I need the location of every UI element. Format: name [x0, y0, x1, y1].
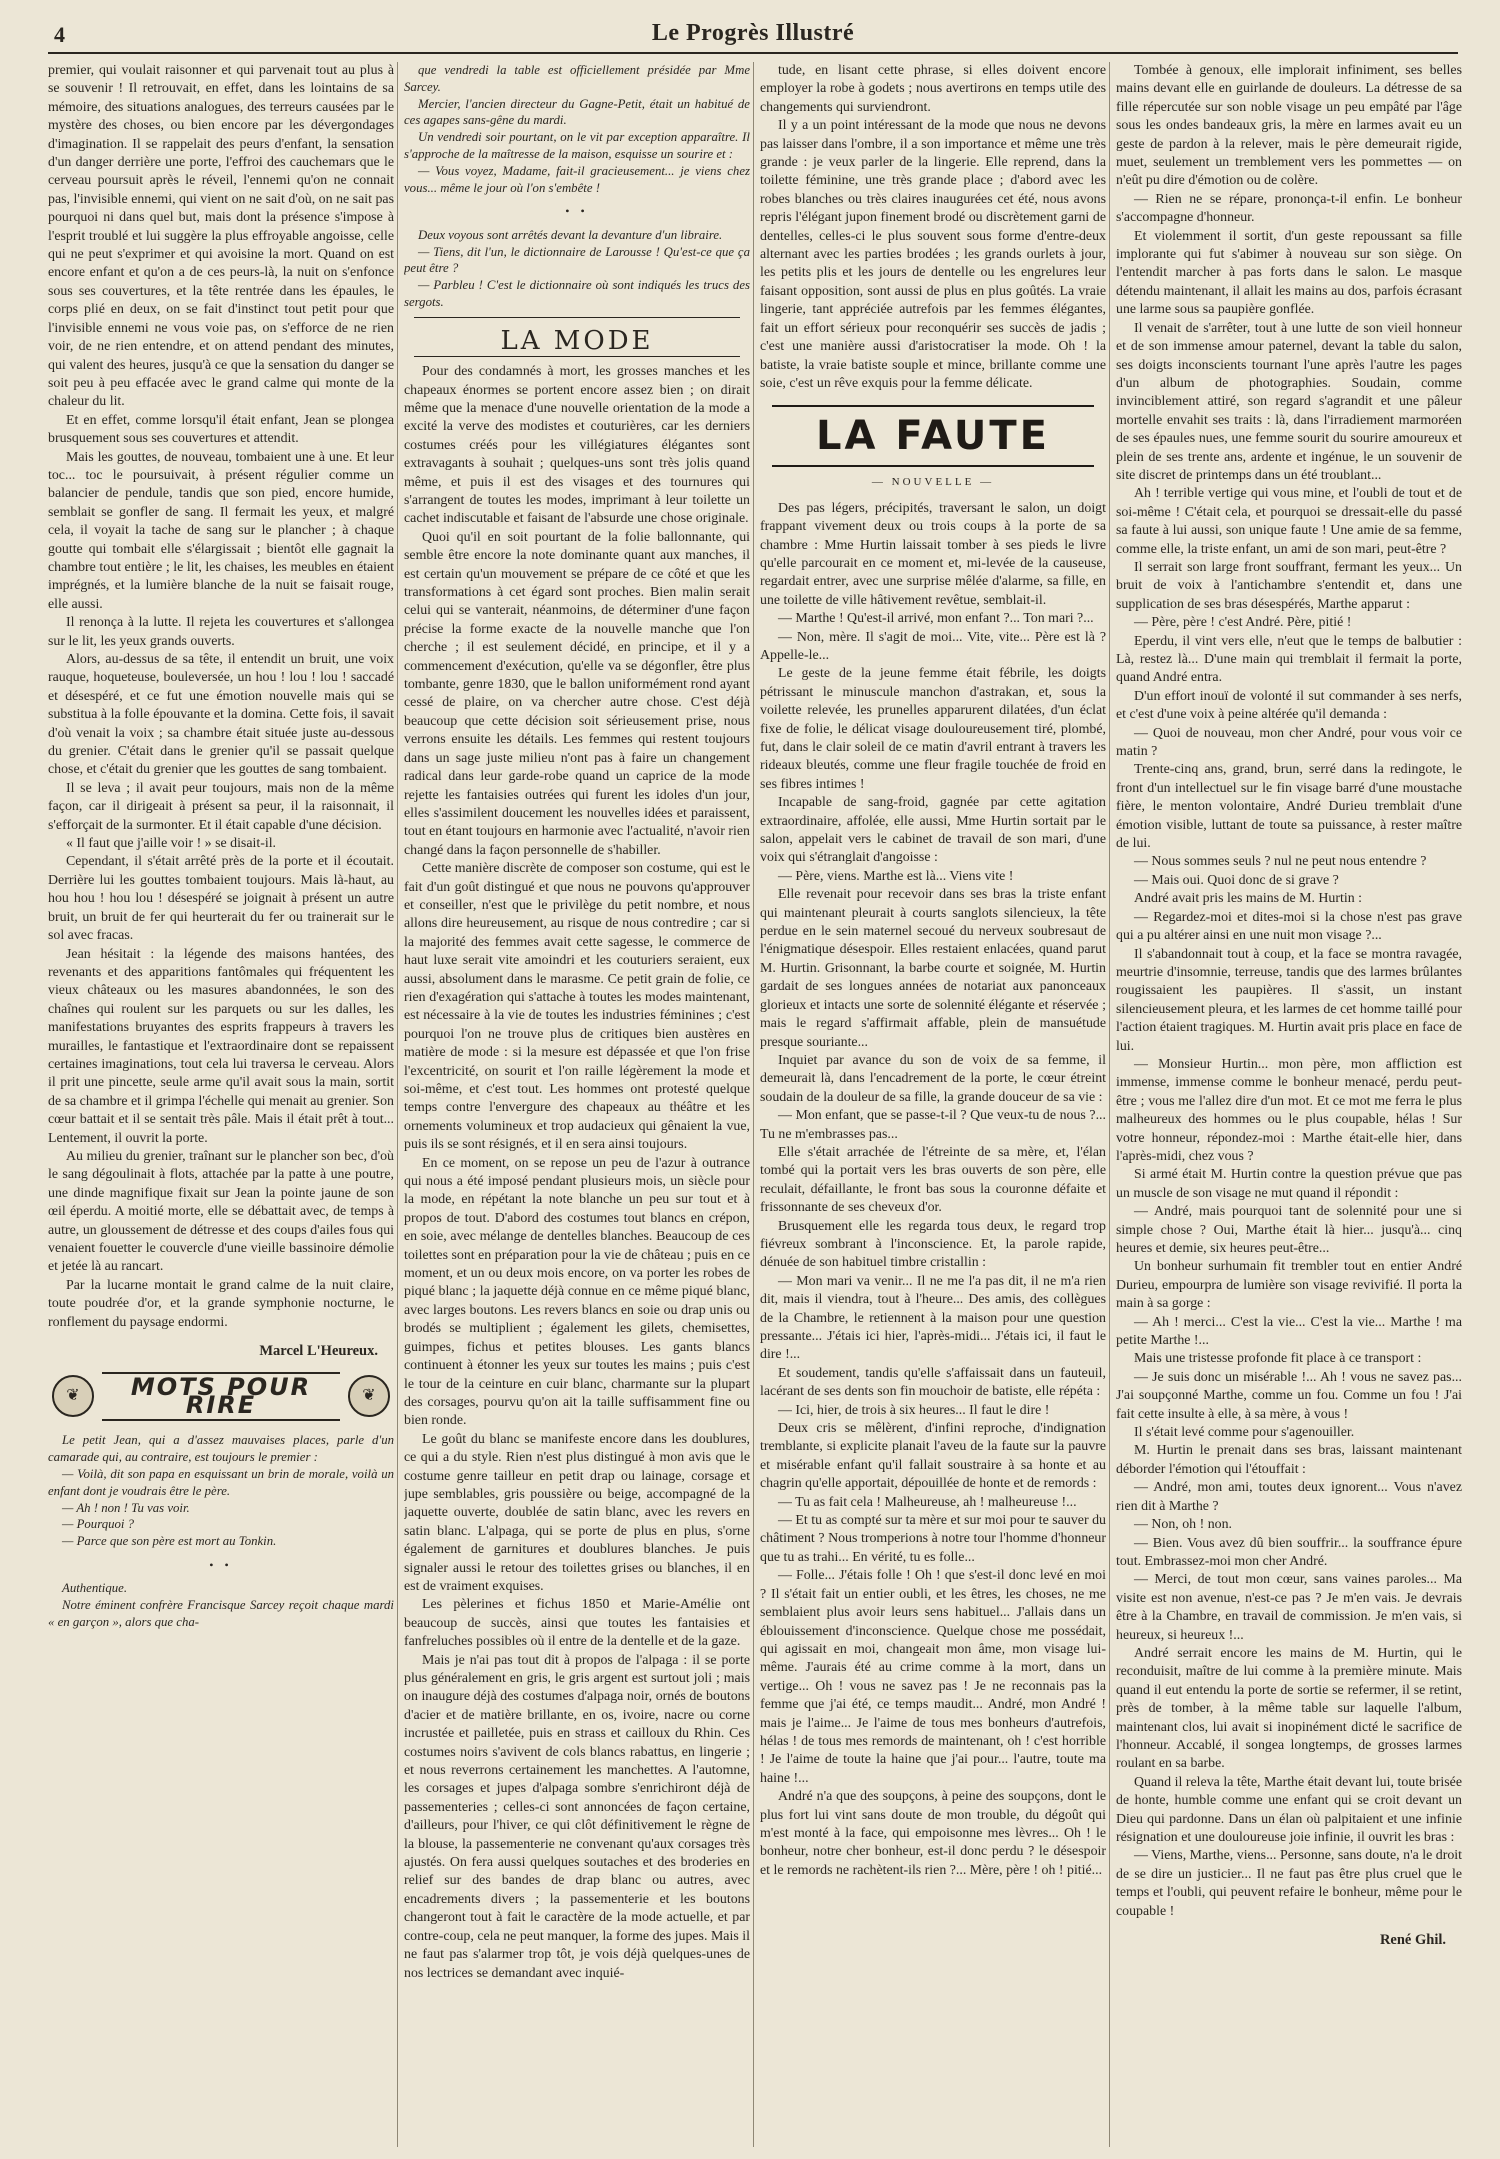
paragraph: M. Hurtin le prenait dans ses bras, laissant maintenant déborder l'émotion qui l'étouffait :: [1116, 1443, 1462, 1477]
column-1: [48, 62, 394, 2152]
paragraph: Elle s'était arrachée de l'étreinte de sa mère, et, l'élan tombé qui la portait vers les bras ouverts de son père, elle reculait, défaillante, le front bas sous la couronne défaite et frissonnante de ses cheveux d'or.: [760, 1144, 1106, 1216]
paragraph: Les pèlerines et fichus 1850 et Marie-Amélie ont beaucoup de succès, ainsi que toutes les fantaisies et fanfreluches possibles où il entre de la dentelle et de la gaze.: [404, 1597, 750, 1650]
column-2: [404, 62, 750, 2152]
paragraph: — Pourquoi ?: [62, 1517, 135, 1532]
paragraph: — Parbleu ! C'est le dictionnaire où sont indiqués les trucs des sergots.: [404, 278, 750, 309]
paragraph: Il s'était levé comme pour s'agenouiller.: [1134, 1425, 1355, 1441]
column-3: [760, 62, 1106, 2152]
section-title: MOTS POUR RIRE: [102, 1372, 340, 1421]
paragraph: — Folle... J'étais folle ! Oh ! que s'est-il donc levé en moi ? Il s'était fait un entier oubli, et les êtres, les choses, ne me semblaient plus avoir leurs sens habituel... J'allais dans un éblouissement d'inconscience. Quelque chose me possédait, qui agissait en moi, changeait mon âme, mon visage lui-même. J'aurais été au crime comme à la mort, dans un vertige... Oh ! vous ne savez pas ! Je ne reconnais pas la femme que j'ai été, ce temps maudit... André, mon André ! mais je l'aime... Je l'aime de tous mes bonheurs d'autrefois, hélas ! de tous mes remords de maintenant, oh ! c'est horrible ! Je l'aime de toute la haine que j'ai pour... l'autre, toute ma haine !...: [760, 1568, 1106, 1786]
paragraph: — Non, oh ! non.: [1134, 1517, 1233, 1533]
paragraph: Il s'abandonnait tout à coup, et la face se montra ravagée, meurtrie d'insomnie, terreuse, tandis que des larmes brûlantes rougissaient les paupières. Il s'assit, un instant silencieusement pleura, et les larmes de cet homme taillé pour l'action étaient tragiques. M. Hurtin avait pris place en face de lui.: [1116, 946, 1462, 1054]
story-subtitle: — NOUVELLE —: [871, 476, 995, 489]
paragraph: Le goût du blanc se manifeste encore dans les doublures, ce qui a du style. Rien n'est plus distingué à mon avis que le costume genre tailleur en petit drap ou lainage, corsage et jupe semblables, gris poussière ou beige, accompagné de la jaquette ouverte, doublée de satin blanc, avec les revers en satin blanc. L'alpaga, qui se porte de plus en plus, s'orne également de garnitures et doublures blanches. Je puis signaler aussi le retour des toilettes grises ou blanches, il en est de vraiment exquises.: [404, 1431, 750, 1594]
paragraph: Elle revenait pour recevoir dans ses bras la triste enfant qui maintenant pleurait à courts sanglots silencieux, la tête perdue en le sein maternel secoué du nerveux soubresaut de l'énigmatique désespoir. Elles restaient enlacées, quand parut M. Hurtin. Grisonnant, la barbe courte et soignée, M. Hurtin gardait de ses longues années de notariat aux panonceaux glorieux et intacts une sorte de solennité élégante et réservée ; mais le regard s'affirmait affable, plein de mansuétude presque souriante...: [760, 887, 1106, 1050]
paragraph: Ah ! terrible vertige qui vous mine, et l'oubli de tout et de soi-même ! C'était cela, et pourquoi se dressait-elle du passé sa faute à lui aussi, son unique faute ! Une amie de sa femme, comme elle, la triste enfant, un ami de son mari, peut-être ?: [1116, 486, 1462, 557]
paragraph: — Parce que son père est mort au Tonkin.: [62, 1534, 277, 1549]
paragraph: Par la lucarne montait le grand calme de la nuit claire, toute poudrée d'or, et la grande symphonie nocturne, le ronflement du paysage endormi.: [48, 1277, 394, 1330]
paragraph: Alors, au-dessus de sa tête, il entendit un bruit, une voix rauque, hoqueteuse, bouleversée, un hou ! lou ! lou ! saccadé et désespéré, et ce fut une émotion nouvelle mais qui se substitua à la folle épouvante et la domina. Cette fois, il savait d'où venait la voix ; sa chambre était située juste au-dessous du grenier. C'était dans le grenier qu'il se passait quelque chose, et c'était du grenier que les gouttes de sang tombaient.: [48, 652, 394, 778]
paragraph: — Nous sommes seuls ? nul ne peut nous entendre ?: [1134, 854, 1427, 870]
column-rule: [397, 62, 398, 2147]
paragraph: Mercier, l'ancien directeur du Gagne-Petit, était un habitué de ces agapes sans-gêne du mardi.: [404, 96, 750, 128]
page-header: [48, 18, 1458, 54]
paragraph: Pour des condamnés à mort, les grosses manches et les chapeaux énormes se portent encore assez bien ; on dirait même que la menace d'une nouvelle orientation de la mode a excité la verve des modistes et couturières, car les derniers costumes créés pour les villégiatures élégantes sont extravagants à souhait ; quelques-uns sont très jolis quand même, et puis il est des visages et des tournures qui s'arrangent de toutes les modes, imprimant à leur toilette un cachet indiscutable et faisant de l'absurde une chose originale.: [404, 364, 750, 527]
paragraph: Incapable de sang-froid, gagnée par cette agitation extraordinaire, affolée, elle aussi, Mme Hurtin sortait par le salon, appelait vers le cabinet de travail de son mari, d'une voix qui s'étranglait d'angoisse :: [760, 795, 1106, 866]
paragraph: Deux cris se mêlèrent, d'infini reproche, d'indignation tremblante, si explicite planait l'aveu de la faute sur la pauvre et misérable enfant qu'il fallait soustraire à sa honte et au chagrin qu'elle apportait, dépouillée de honte et de remords :: [760, 1421, 1106, 1492]
fashion-article: [404, 363, 750, 1983]
paragraph: — Regardez-moi et dites-moi si la chose n'est pas grave qui a pu altérer ainsi en une nuit mon visage ?...: [1116, 909, 1462, 944]
paragraph: — Père, père ! c'est André. Père, pitié !: [1134, 615, 1352, 631]
paragraph: — Monsieur Hurtin... mon père, mon affliction est immense, immense comme le bonheur menacé, perdu peut-être ; vous me l'allez dire d'un mot. Et ce mot me ferra le plus malheureux des hommes ou le plus coupable, hélas ! Sur votre honneur, répondez-moi : Marthe était-elle hier, dans l'après-midi, chez vous ?: [1116, 1056, 1462, 1164]
mots-pour-rire-banner: [52, 1370, 390, 1422]
paragraph: — Je suis donc un misérable !... Ah ! vous ne savez pas... J'ai soupçonné Marthe, comme un fou. Comme un fou ! J'ai fait cette insulte à elle, à sa mère, à vous !: [1116, 1369, 1462, 1422]
paragraph: André serrait encore les mains de M. Hurtin, qui le reconduisit, maître de lui comme à la première minute. Mais quand il eut entendu la porte de sortie se refermer, il se retint, près de tomber, à la même table sur laquelle l'album, maintenant clos, lui avait si inopinément dicté le sacrifice de l'honneur. Accablé, il songea longtemps, de grosses larmes roulant en sa barbe.: [1116, 1645, 1462, 1772]
paragraph: Deux voyous sont arrêtés devant la devanture d'un libraire.: [418, 227, 723, 242]
paragraph: Cette manière discrète de composer son costume, qui est le fait d'un goût distingué et que nous ne pouvons qu'approuver et conseiller, n'est que le privilège du petit nombre, et nous allons dire heureusement, au risque de nous contredire ; car si la majorité des femmes avait cette sagesse, le commerce de haut luxe serait vite amoindri et les couturiers seraient, eux aussi, absolument dans le marasme. Ce petit grain de folie, ce rien d'exagération qui s'attache à toutes les modes maintenant, est nécessaire à la vie de toutes les industries féminines ; c'est pourquoi l'on ne trouve plus de critiques bien austères en matière de mode : si la mesure est dépassée et que l'on frise l'excentricité, on sourit et l'on raille légèrement la mode et soi-même, et c'est tout. Les hommes ont protesté quelque temps contre l'envergure des chapeaux au théâtre et les ornements volumineux et trop audacieux qui gênaient la vue, puis ils se sont résignés, et il en sera ainsi toujours.: [404, 861, 750, 1153]
paragraph: — Tu as fait cela ! Malheureuse, ah ! malheureuse !...: [778, 1494, 1077, 1510]
paragraph: — Vous voyez, Madame, fait-il gracieusement... je viens chez vous... même le jour où l'on s'embête !: [404, 163, 750, 195]
paragraph: Quoi qu'il en soit pourtant de la folie ballonnante, qui semble être encore la note dominante quant aux manches, il est certain qu'un mouvement se prépare de ce côté et que les transformations à cet égard sont proches. Bien malin serait celui qui se vanterait, néanmoins, de déterminer d'une façon précise la forme exacte de la nouvelle manche que l'on cherche ; il est seulement décidé, en principe, et il y a commencement d'exécution, qu'elle va se dégonfler, être plus tombante, genre 1830, que le ballon uniformément rond ayant cessé de plaire, on va chercher autre chose. C'est déjà beaucoup que cette décision soit sérieusement prise, nous verrons ensuite les détails. Les femmes qui restent toujours dans un sage juste milieu n'ont pas à faire un changement radical dans leur garde-robe quand un caprice de la mode rejette les fantaisies outrées qui furent les idoles d'un jour, elles s'assimilent doucement les nouvelles idées et paraissent, tout en étant toujours en harmonie avec l'actualité, n'avoir rien changé dans la façon personnelle de s'habiller.: [404, 529, 750, 858]
story-title-block: [760, 405, 1106, 491]
paragraph: André n'a que des soupçons, à peine des soupçons, dont le plus fort lui vint sans doute de mon trouble, du dégoût qui m'est monté à la face, qui empoisonne mes lèvres... Oh ! le bonheur, notre cher bonheur, est-il donc perdu ? le désespoir et le remords ne rachètent-ils rien ?... Mère, père ! oh ! pitié...: [760, 1789, 1106, 1878]
paragraph: Il venait de s'arrêter, tout à une lutte de son vieil honneur et de son immense amour paternel, devant la table du salon, ses doigts inconscients tournant l'une après l'autre les pages d'un album de photographies. Soudain, comme invinciblement attiré, son regard s'agrandit et une pâleur mortelle envahit ses traits : là, dans l'irradiement marmoréen de ses épaules nues, une femme sourit du sourire amoureux et plein de ses trente ans, ardente et ingénue, le un souvenir de site discret de printemps dans un été troublant...: [1116, 320, 1462, 483]
ornament-icon: ❦: [348, 1375, 390, 1417]
paragraph: Inquiet par avance du son de voix de sa femme, il demeurait là, dans l'encadrement de la porte, le cœur étreint soudain de la douleur de sa fille, la grande douceur de sa vie :: [760, 1052, 1106, 1105]
paragraph: D'un effort inouï de volonté il sut commander à ses nerfs, et c'est d'une voix à peine altérée qu'il demanda :: [1116, 688, 1462, 723]
paragraph: premier, qui voulait raisonner et qui parvenait tout au plus à se souvenir ! Il retrouvait, en effet, dans les lointains de sa mémoire, des situations analogues, des terreurs causées par le mystère des choses, ou bien encore par les dévergondages d'imagination. Il se rappelait des peurs d'enfant, la sensation d'un danger derrière une porte, l'effroi des cauchemars que le cerveau poursuit après le réveil, l'ennemi qu'on ne connait pas, l'invisible ennemi, qui vient on ne sait d'où, on ne sait pas pourquoi ni dans quel but, mais dont la présence s'impose à l'esprit troublé et lui suggère la plus effroyable angoisse, celle qui ne peut s'exprimer et qui avoisine la mort. Quand on est encore enfant et qu'on a de ces peurs-là, la nuit on s'enfonce sous ses couvertures, et la tête rentrée dans les épaules, le corps plié en deux, on se fait d'instinct tout petit pour que l'invisible ennemi ne vous voie pas, on s'efforce de ne rien voir, de ne rien entendre, et on attend pendant des minutes, qui valent des heures, jusqu'à ce que la sensation du danger se soit peu à peu effacée avec le grand calme qui monte de la chaleur du lit.: [48, 63, 394, 410]
paragraph: Eperdu, il vint vers elle, n'eut que le temps de balbutier : Là, restez là... D'une main qui tremblait il fermait la porte, quand André entra.: [1116, 633, 1462, 686]
page-number: 4: [54, 22, 65, 47]
story-body: [760, 500, 1106, 1880]
paragraph: — Bien. Vous avez dû bien souffrir... la souffrance épure tout. Embrassez-moi mon cher André.: [1116, 1535, 1462, 1569]
jokes-block: [404, 62, 750, 196]
separator: • •: [209, 1558, 233, 1573]
paragraph: Jean hésitait : la légende des maisons hantées, des revenants et des apparitions fantômales qui fréquentent les vieux châteaux ou les masures abandonnées, le son des chaînes qui roulent sur les parquets ou sur les dalles, les manifestations bruyantes des esprits frappeurs à travers les murailles, le fantastique et l'extraordinaire dont se repaissent certaines imaginations, tout cela lui traversa le cerveau. Alors il prit une pincette, seule arme qu'il avait sous la main, sortit de sa chambre et il grimpa l'échelle qui menait au grenier. Son cœur battait et il se sentait très pâle. Mais il était prêt à tout... Lentement, il ouvrit la porte.: [48, 946, 394, 1146]
ornament-icon: ❦: [52, 1375, 94, 1417]
paragraph: Mais une tristesse profonde fit place à ce transport :: [1134, 1351, 1422, 1367]
separator: • •: [565, 204, 589, 219]
paragraph: tude, en lisant cette phrase, si elles doivent encore employer la robe à godets ; nous avertirons en temps utile des changements qui surviendront.: [760, 63, 1106, 115]
section-title-la-mode: LA MODE: [500, 325, 654, 356]
paragraph: — André, mais pourquoi tant de solennité pour une si simple chose ? Oui, Marthe était là hier... jusqu'à... cinq heures et demie, six heures peut-être...: [1116, 1204, 1462, 1256]
paragraph: — Quoi de nouveau, mon cher André, pour vous voir ce matin ?: [1116, 725, 1462, 760]
paragraph: Le geste de la jeune femme était fébrile, les doigts pétrissant le minuscule manchon d'astrakan, et, sous la voilette relevée, les prunelles apparurent dilatées, d'un éclat fixe de folie, le délicat visage douloureusement tiré, plombé, fut, dans le clair soleil de ce matin d'avril entrant à travers les rideaux bleutés, comme une fleur fragile touchée de froid en ses fibres intimes !: [760, 666, 1106, 792]
column-rule: [753, 62, 754, 2147]
paragraph: Mais les gouttes, de nouveau, tombaient une à une. Et leur toc... toc le poursuivait, à présent régulier comme un balancier de pendule, tandis que son pied, encore humide, semblait se gonfler de sang. Il fermait les yeux, et malgré cela, il voyait la tache de sang sur le plancher ; à chaque goutte qui tombait elle s'élargissait ; bientôt elle gagnait la chambre tout entière ; le lit, les chaises, les meubles en étaient imprégnés, et la lumière blanche de la nuit se faisait rouge, elle aussi.: [48, 449, 394, 612]
paragraph: Un vendredi soir pourtant, on le vit par exception apparaître. Il s'approche de la maîtresse de la maison, esquisse un sourire et :: [404, 130, 750, 161]
paragraph: — Voilà, dit son papa en esquissant un brin de morale, voilà un enfant dont je voudrais être le père.: [48, 1467, 394, 1498]
paragraph: — Tiens, dit l'un, le dictionnaire de Larousse ! Qu'est-ce que ça peut être ?: [404, 244, 750, 276]
paragraph: — Non, mère. Il s'agit de moi... Vite, vite... Père est là ? Appelle-le...: [760, 629, 1106, 663]
paragraph: Et violemment il sortit, d'un geste repoussant sa fille implorante qui fut s'abimer à nouveau sur son siège. On l'entendit marcher à pas forts dans le salon. Le masque détendu maintenant, il allait les mains au dos, parfois écrasant une larme sous sa paupière gonflée.: [1116, 228, 1462, 318]
jokes-block: [48, 1432, 394, 1550]
paragraph: En ce moment, on se repose un peu de l'azur à outrance qui nous a été imposé pendant plusieurs mois, un siècle pour la mode, en répétant la note blanche un peu sur tout et à propos de tout. D'abord des costumes tout blancs en crépon, en soie, avec mélange de dentelles blanches. Beaucoup de ces toilettes sont en préparation pour la vie de château ; puis en ce moment, et un ou deux mois encore, on va porter les robes de piqué blanc ; la jaquette déjà connue en ce même piqué blanc, avec larges boutons. Les revers blancs en soie ou drap unis ou brodés se multiplient ; également les gilets, chemisettes, guimpes, fichus et petites blouses. Les gants blancs continuent à étonner les yeux sur toutes les mains ; puis c'est le tour de la ceinture en cuir blanc, charmante sur la plupart des corsages, pourvu qu'on ait la taille suffisamment fine ou bien ronde.: [404, 1155, 750, 1429]
column-rule: [1109, 62, 1110, 2147]
paragraph: — Mon enfant, que se passe-t-il ? Que veux-tu de nous ?... Tu ne m'embrasses pas...: [760, 1108, 1106, 1142]
paragraph: André avait pris les mains de M. Hurtin :: [1134, 891, 1362, 907]
paragraph: — Mon mari va venir... Il ne me l'a pas dit, il ne m'a rien dit, mais il viendra, tout à l'heure... Des amis, des collègues de la Chambre, le retiennent à la maison pour une question pressante... J'étais ici hier, l'après-midi... J'étais ici, il faut le dire !...: [760, 1273, 1106, 1363]
story-title: LA FAUTE: [772, 405, 1094, 467]
paragraph: Et soudement, tandis qu'elle s'affaissait dans un fauteuil, lacérant de ses dents son fin mouchoir de batiste, elle répéta :: [760, 1365, 1106, 1400]
column-4: [1116, 62, 1462, 2152]
paragraph: — Père, viens. Marthe est là... Viens vite !: [778, 868, 1014, 884]
divider: [414, 356, 740, 357]
paragraph: Il y a un point intéressant de la mode que nous ne devons pas laisser dans l'ombre, il a son importance et même une très grande : je veux parler de la lingerie. Elle reprend, dans la toilette féminine, une très grande place ; d'abord avec les robes blanches ou très claires inaugurées cet été, nous avons repris l'élégant jupon finement brodé ou discrètement garni de dentelles, celles-ci le plus souvent sous forme d'entre-deux alternant avec les parties brodées ; les grands ourlets à jour, les petits plis et les jours de dentelle ou les engrelures leur faisant opposition, sont aussi de plus en plus goûtés. La vraie lingerie, tant appréciée autrefois par les femmes élégantes, fait un effort sérieux pour reconquérir ses succès de jadis ; c'est une manière aussi d'aristocratiser la mode. Oh ! la batiste, la vraie batiste souple et mince, brillante comme une soie, c'est un rêve exquis pour la femme délicate.: [760, 118, 1106, 391]
paragraph: Mais je n'ai pas tout dit à propos de l'alpaga : il se porte plus généralement en gris, le gris argent est surtout joli ; mais on inaugure déjà des costumes d'alpaga noir, ornés de boutons d'acier et de matière brillante, en os, ivoire, nacre ou corne incrustée et pailletée, puis en strass et cailloux du Rhin. Ces costumes noirs s'avivent de cols blancs rabattus, en lingerie ; et nous reverrons certainement les manchettes. A l'automne, les corsages et jupes d'alpaga sombre s'enrichiront déjà de passementeries ; celles-ci sont annoncées de façon certaine, d'ailleurs, pour l'hiver, ce qui clôt définitivement le règne de la blouse, la passementerie ne convenant qu'aux corsages très ajustés. On fera aussi quelques soutaches et des broderies en relief sur des bandes de drap blanc ou autres, avec encadrements divers ; la passementerie et les boutons changeront tout à fait le caractère de la mode actuelle, et par contre-coup, cela ne peut manquer, la forme des jupes. Mais il ne faut pas s'alarmer trop tôt, je vois déjà quelques-unes de nos lectrices se demandant avec inquié-: [404, 1652, 750, 1981]
paragraph: Il se leva ; il avait peur toujours, mais non de la même façon, car il dirigeait à présent sa peur, il la raisonnait, il s'efforçait de la surmonter. Et il était capable d'une décision.: [48, 780, 394, 833]
paragraph: — Et tu as compté sur ta mère et sur moi pour te sauver du châtiment ? Nous tromperions à notre tour l'homme d'honneur que tu as trahi... En vérité, tu es folle...: [760, 1513, 1106, 1565]
paragraph: Il serrait son large front souffrant, fermant les yeux... Un bruit de voix à l'antichambre s'entendit et, dans une supplication de ses bras désespérés, Marthe apparut :: [1116, 559, 1462, 612]
author-signature: René Ghil.: [1379, 1932, 1446, 1949]
paragraph: — Rien ne se répare, prononça-t-il enfin. Le bonheur s'accompagne d'honneur.: [1116, 191, 1462, 226]
paragraph: que vendredi la table est officiellement présidée par Mme Sarcey.: [404, 63, 750, 94]
jokes-block: [404, 227, 750, 311]
paragraph: Brusquement elle les regarda tous deux, le regard trop fiévreux sombrant à l'inconscience. Et, la parole rapide, dénuée de son habituel timbre cristallin :: [760, 1218, 1106, 1271]
paragraph: Cependant, il s'était arrêté près de la porte et il écoutait. Derrière lui les gouttes tombaient toujours. Mais là-haut, au hou hou ! hou lou ! désespéré se joignait à présent un autre bruit, un bruit de fer qui heurterait du fer ou trainerait sur le sol avec fracas.: [48, 854, 394, 944]
masthead-title: Le Progrès Illustré: [651, 20, 855, 46]
divider: [414, 317, 740, 318]
paragraph: — Ah ! non ! Tu vas voir.: [62, 1500, 190, 1515]
jokes-block: [48, 1580, 394, 1630]
paragraph: Si armé était M. Hurtin contre la question prévue que pas un muscle de son visage ne mut quand il répondit :: [1116, 1167, 1462, 1201]
paragraph: — Ah ! merci... C'est la vie... C'est la vie... Marthe ! ma petite Marthe !...: [1116, 1314, 1462, 1349]
author-signature: Marcel L'Heureux.: [259, 1343, 378, 1360]
paragraph: Des pas légers, précipités, traversant le salon, un doigt frappant vivement deux ou trois coups à la porte de sa chambre : Mme Hurtin laissait tomber à ses pieds le livre qu'elle parcourait en ce moment et, mi-levée de la causeuse, regardait entrer, avec une surprise mêlée d'alarme, sa fille, en une toilette de ville hâtivement revêtue, semblait-il.: [760, 500, 1106, 608]
paragraph: Trente-cinq ans, grand, brun, serré dans la redingote, le front d'un intellectuel sur le fin visage barré d'une moustache fière, le menton volontaire, André Durieu tremblait d'une émotion visible, luttant de toute sa puissance, à rester maître de lui.: [1116, 762, 1462, 852]
paragraph: — Viens, Marthe, viens... Personne, sans doute, n'a le droit de se dire un justicier... Il ne faut pas être plus cruel que le temps et l'oubli, qui peuvent refaire le bonheur, même pour le coupable !: [1116, 1848, 1462, 1919]
paragraph: Il renonça à la lutte. Il rejeta les couvertures et s'allongea sur le lit, les yeux grands ouverts.: [48, 615, 394, 649]
paragraph: Un bonheur surhumain fit trembler tout en entier André Durieu, empourpra de lumière son visage revivifié. Il porta la main à sa gorge :: [1116, 1259, 1462, 1312]
paragraph: « Il faut que j'aille voir ! » se disait-il.: [66, 836, 277, 852]
paragraph: Tombée à genoux, elle implorait infiniment, ses belles mains devant elle en guirlande de douleurs. La détresse de sa fille répercutée sur son noble visage un peu empâté par l'âge sous les ondes bandeaux gris, la mère en larmes avait eu un geste de pardon à la relever, mais le père demeurait rigide, muet, seulement un tremblement vers les pommettes — on n'eût pu dire d'émotion ou de colère.: [1116, 63, 1462, 189]
story-continuation: [48, 62, 394, 1332]
paragraph: Le petit Jean, qui a d'assez mauvaises places, parle d'un camarade qui, au contraire, est toujours le premier :: [48, 1433, 394, 1465]
fashion-article-end: [760, 62, 1106, 393]
paragraph: Au milieu du grenier, traînant sur le plancher son bec, d'où le sang dégoulinait à flots, attachée par la patte à une poutre, une dinde magnifique fixait sur Jean la pointe jaune de son œil éperdu. A moitié morte, elle se débattait avec, de temps à autre, un gloussement de détresse et des coups d'ailes fous qui venaient fouetter le couvercle d'une vieille bassinoire démolie et jetée là au rancart.: [48, 1148, 394, 1275]
paragraph: Quand il releva la tête, Marthe était devant lui, toute brisée de honte, humble comme une enfant qui se croit devant un Dieu qui pardonne. Dans un élan où palpitaient et une infinie résignation et une douloureuse joie infinie, il ouvrit les bras :: [1116, 1774, 1462, 1845]
story-body-continued: [1116, 62, 1462, 1921]
paragraph: Et en effet, comme lorsqu'il était enfant, Jean se plongea brusquement sous ses couvertures et attendit.: [48, 412, 394, 447]
paragraph: — Marthe ! Qu'est-il arrivé, mon enfant ?... Ton mari ?...: [778, 611, 1094, 627]
paragraph: Notre éminent confrère Francisque Sarcey reçoit chaque mardi « en garçon », alors que cha-: [48, 1598, 394, 1630]
paragraph: — Merci, de tout mon cœur, sans vaines paroles... Ma visite est non avenue, n'est-ce pas ? Je m'en vais. Je devrais être à la Chambre, en travail de commission. Je m'en vais, si heureux, si heureux !...: [1116, 1572, 1462, 1643]
paragraph: — Ici, hier, de trois à six heures... Il faut le dire !: [778, 1402, 1050, 1418]
paragraph: — Mais oui. Quoi donc de si grave ?: [1134, 872, 1339, 888]
paragraph: — André, mon ami, toutes deux ignorent... Vous n'avez rien dit à Marthe ?: [1116, 1480, 1462, 1514]
paragraph: Authentique.: [62, 1581, 128, 1596]
